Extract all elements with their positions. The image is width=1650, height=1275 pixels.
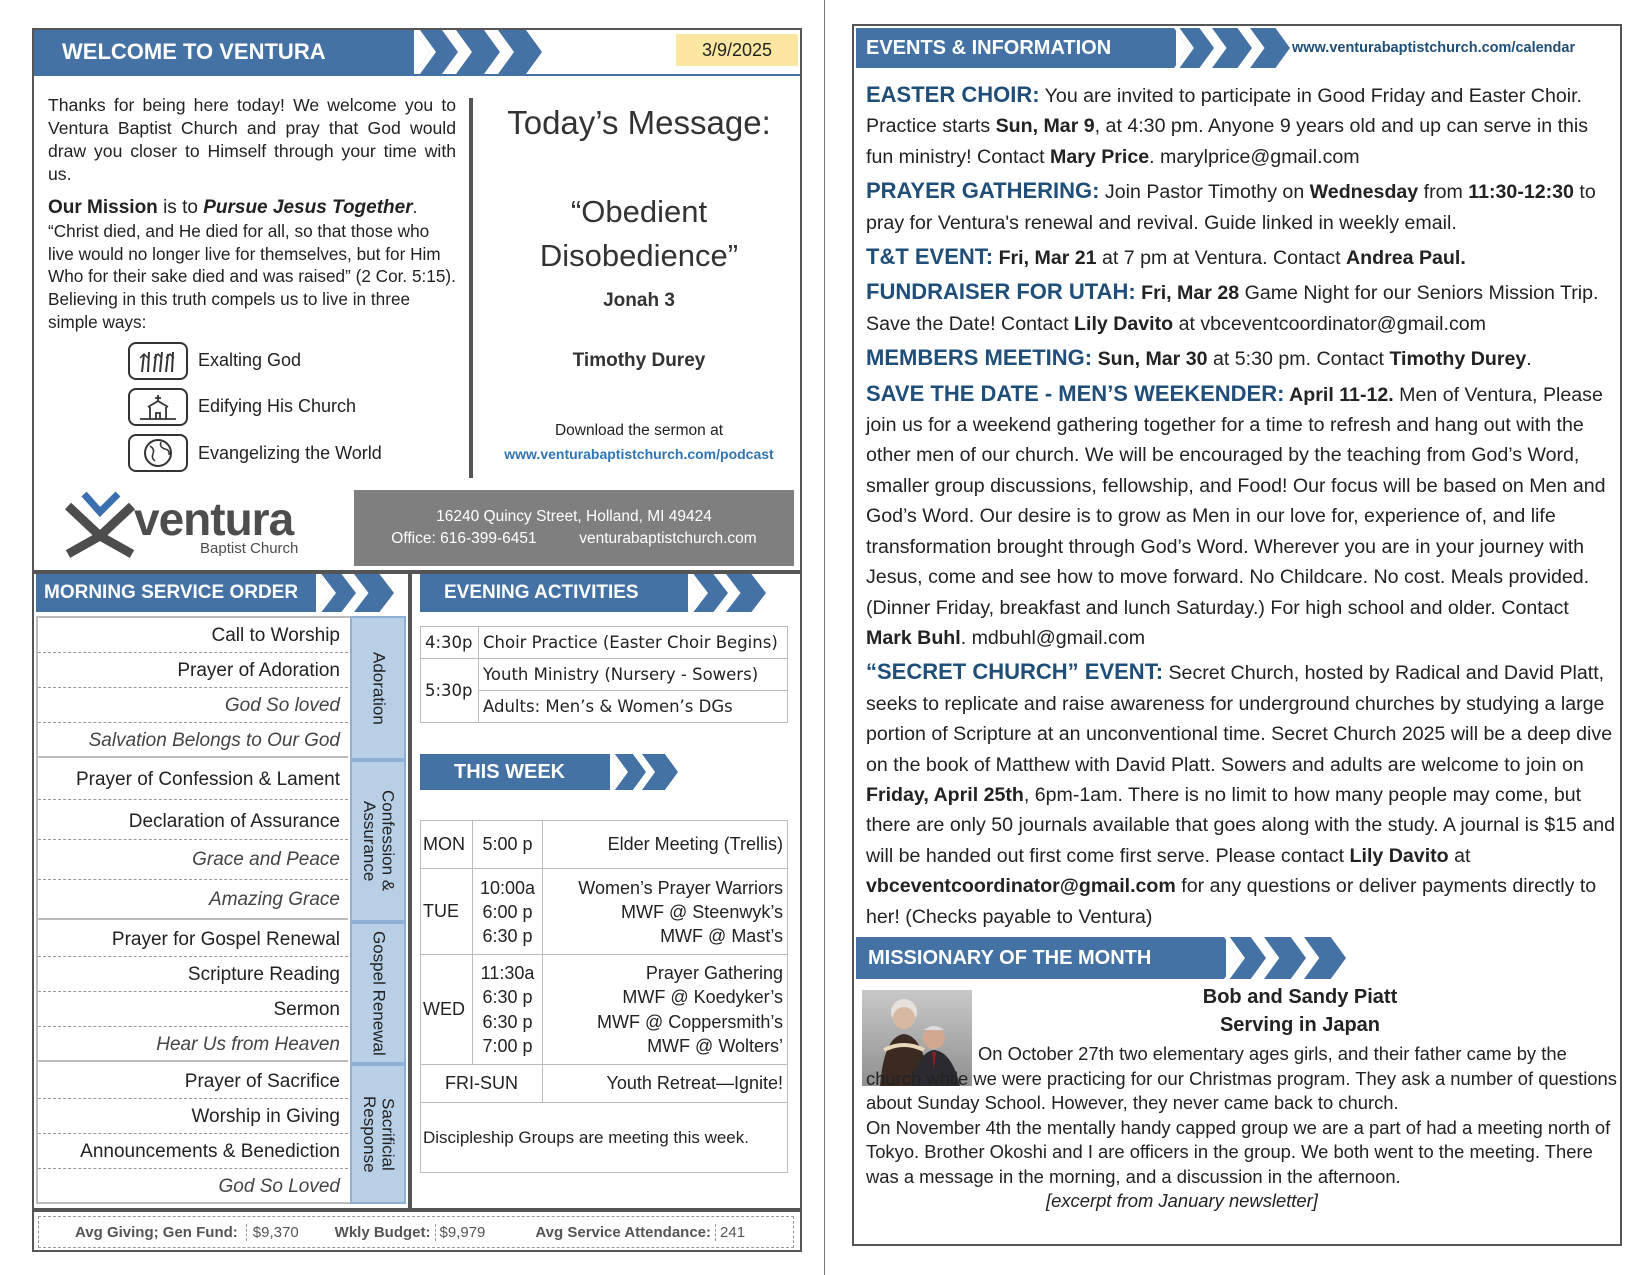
week-event xyxy=(543,869,788,955)
week-time-line: 6:30 p xyxy=(482,987,533,1007)
service-song: God So Loved xyxy=(218,1176,340,1197)
missionary-location: Serving in Japan xyxy=(1219,1014,1381,1036)
section-label-adoration: Adoration xyxy=(350,616,406,760)
chevron-right-icon xyxy=(1250,28,1290,68)
week-event xyxy=(543,821,788,869)
chevron-right-icon xyxy=(354,574,394,612)
missionary-excerpt: [excerpt from January newsletter] xyxy=(1046,1190,1318,1211)
hands-raised-icon xyxy=(128,342,188,380)
event-bold: Lily Davito xyxy=(1074,312,1174,335)
events-banner xyxy=(856,28,1266,68)
service-song: Amazing Grace xyxy=(209,889,340,910)
mission-label: Our Mission xyxy=(48,197,158,218)
event-bold: Sun, Mar 30 xyxy=(1092,348,1208,371)
office-phone: Office: 616-399-6451 xyxy=(391,530,537,547)
week-event-line: Elder Meeting (Trellis) xyxy=(607,834,783,854)
this-week-banner xyxy=(420,754,670,790)
week-time-line: 5:00 p xyxy=(482,834,533,854)
week-time-line: 6:00 p xyxy=(482,901,533,922)
ventura-logo-mark xyxy=(62,490,140,560)
service-item: Prayer of Sacrifice xyxy=(38,1064,348,1099)
event-text: from xyxy=(1418,181,1469,204)
message-divider xyxy=(469,98,473,478)
event-text: at 7 pm at Ventura. Contact xyxy=(1096,247,1346,270)
column-divider xyxy=(408,572,412,1208)
table-row xyxy=(421,955,788,1065)
week-event-line: MWF @ Coppersmith’s xyxy=(597,1011,783,1032)
week-day: WED xyxy=(421,955,473,1065)
chevron-right-icon xyxy=(726,574,766,612)
event-bold: vbceventcoordinator@gmail.com xyxy=(866,875,1176,898)
service-song: Grace and Peace xyxy=(38,840,348,880)
section-label-confession: Confession & Assurance xyxy=(350,760,406,922)
service-section xyxy=(38,618,348,758)
download-text: Download the sermon at xyxy=(554,422,723,439)
service-item: Worship in Giving xyxy=(38,1099,348,1134)
podcast-link[interactable]: www.venturabaptistchurch.com/podcast xyxy=(504,446,774,462)
event-text: at 5:30 pm. Contact xyxy=(1207,348,1390,371)
service-section xyxy=(38,1064,348,1204)
table-row xyxy=(421,659,788,691)
week-event-line: MWF @ Mast’s xyxy=(660,925,783,946)
event-heading: SAVE THE DATE - MEN’S WEEKENDER: xyxy=(866,380,1285,406)
stat-value: $9,979 xyxy=(435,1224,486,1241)
mission-text: . “Christ died, and He died for all, so that those who live would no longer live for themselves, but for Him Who for their sake died and was raised” (2 Cor. 5:15). Believing in this truth compels us to live in three simple ways: xyxy=(48,197,456,332)
sermon-scripture: Jonah 3 xyxy=(603,290,675,311)
evening-banner xyxy=(420,574,770,612)
chevron-right-icon xyxy=(1224,937,1266,979)
evening-time: 4:30p xyxy=(421,627,479,659)
page-fold xyxy=(824,0,825,1275)
table-row xyxy=(421,1065,788,1103)
event-text: Game Night for our Seniors Mission Trip. Save the Date! Contact xyxy=(866,282,1599,335)
event-text: at xyxy=(1448,844,1471,867)
missionary-title: MISSIONARY OF THE MONTH xyxy=(856,937,1226,979)
evening-table xyxy=(420,626,788,723)
evening-time: 5:30p xyxy=(421,659,479,723)
this-week-table xyxy=(420,820,788,1173)
event-text: , 6pm-1am. There is no limit to how many people may come, but there are only 50 journals available that goes along with the study. A journal is $15 and will be handed out first come first serve. Please contact xyxy=(866,783,1616,867)
stat-value: $9,370 xyxy=(246,1224,299,1241)
church-website[interactable]: venturabaptistchurch.com xyxy=(579,530,757,547)
logo-wordmark: ventura xyxy=(134,493,294,545)
event-bold: Mark Buhl xyxy=(866,626,961,649)
event-bold: April 11-12. xyxy=(1284,383,1394,406)
week-time-line: 10:00a xyxy=(479,877,536,898)
welcome-banner xyxy=(34,30,534,74)
chevron-right-icon xyxy=(610,754,646,790)
missionary-names: Bob and Sandy Piatt xyxy=(1202,986,1398,1008)
date-badge: 3/9/2025 xyxy=(676,34,798,66)
event-bold: Fri, Mar 21 xyxy=(993,247,1097,270)
service-item: Prayer of Confession & Lament xyxy=(38,760,348,800)
week-event-line: Youth Retreat—Ignite! xyxy=(606,1073,783,1093)
week-event xyxy=(543,955,788,1065)
service-song: Hear Us from Heaven xyxy=(156,1034,340,1055)
chevron-right-icon xyxy=(1174,28,1214,68)
service-song: God So loved xyxy=(38,688,348,723)
week-time-line: 6:30 p xyxy=(482,1011,533,1032)
event-text: . mdbuhl@gmail.com xyxy=(960,626,1146,649)
chevron-right-icon xyxy=(642,754,678,790)
service-item: Prayer for Gospel Renewal xyxy=(38,922,348,957)
mission-statement xyxy=(48,196,456,334)
event-heading: “SECRET CHURCH” EVENT: xyxy=(866,659,1164,685)
event-bold: 11:30-12:30 xyxy=(1468,181,1574,204)
sermon-title xyxy=(484,190,794,278)
stats-bar xyxy=(34,1208,800,1212)
table-row xyxy=(421,869,788,955)
week-time-line: 6:30 p xyxy=(482,925,533,946)
service-song: Salvation Belongs to Our God xyxy=(88,730,340,751)
event-text: Men of Ventura, Please join us for a weekend gathering together for a time to refresh and hang out with the other men of our church. We will be encouraged by the teaching from God’s Word, smaller group discussions, fellowship, and Food! Our focus will be based on Men and God’s Word. Our desire is to grow as Men in our love for, experience of, and life transformation brought through God’s Word. Wherever you are in your journey with Jesus, come and see how to move forward. No Childcare. No cost. Meals provided. (Dinner Friday, breakfast and lunch Saturday.) For high school and older. Contact xyxy=(866,383,1606,619)
event-text: . xyxy=(1526,348,1532,371)
events-body xyxy=(866,80,1616,932)
week-time xyxy=(473,869,543,955)
event-bold: Wednesday xyxy=(1309,181,1419,204)
event-bold: Andrea Paul. xyxy=(1346,247,1466,270)
stat-label: Wkly Budget: xyxy=(334,1223,431,1241)
event-heading: PRAYER GATHERING: xyxy=(866,178,1100,204)
calendar-link[interactable]: www.venturabaptistchurch.com/calendar xyxy=(1292,40,1576,56)
event-bold: Sun, Mar 9 xyxy=(995,115,1095,138)
service-item: Sermon xyxy=(38,992,348,1027)
section-label-sacrificial: Sacrificial Response xyxy=(350,1064,406,1204)
logo-subtitle: Baptist Church xyxy=(200,540,299,557)
events-title: EVENTS & INFORMATION xyxy=(856,28,1176,68)
sermon-title-line: “Obedient xyxy=(570,194,708,229)
missionary-paragraph xyxy=(866,1116,1618,1214)
missionary-banner xyxy=(856,937,1326,979)
chevron-right-icon xyxy=(414,30,458,74)
week-event-line: MWF @ Wolters’ xyxy=(647,1036,783,1056)
chevron-right-icon xyxy=(498,30,542,74)
week-time xyxy=(473,821,543,869)
week-time-line: 11:30a xyxy=(480,962,535,983)
mission-name: Pursue Jesus Together xyxy=(203,197,413,218)
table-row xyxy=(421,821,788,869)
evening-activity: Youth Ministry (Nursery - Sowers) xyxy=(479,659,788,691)
globe-icon xyxy=(128,434,188,472)
stat-value: 241 xyxy=(715,1224,745,1241)
week-event-line: Women’s Prayer Warriors xyxy=(578,877,783,898)
section-label-gospel: Gospel Renewal xyxy=(350,922,406,1064)
event-text: Join Pastor Timothy on xyxy=(1099,181,1310,204)
event-tt xyxy=(866,242,1616,273)
welcome-intro: Thanks for being here today! We welcome you to Ventura Baptist Church and pray that God would draw you closer to Himself through your time with us. xyxy=(48,95,456,184)
way-label: Evangelizing the World xyxy=(198,443,382,463)
service-order-title: MORNING SERVICE ORDER xyxy=(36,574,316,612)
way-label: Exalting God xyxy=(198,350,302,370)
service-item: Call to Worship xyxy=(38,618,348,653)
week-event-line: MWF @ Koedyker’s xyxy=(622,987,783,1007)
church-icon xyxy=(128,388,188,426)
week-event xyxy=(543,1065,788,1103)
missionary-paragraph-text: On November 4th the mentally handy capped group we are a part of had a meeting north of Tokyo. Brother Okoshi and I are officers in the group. We both went to the meeting. There was a message in the morning, and a discussion in the afternoon. xyxy=(866,1116,1611,1187)
chevron-right-icon xyxy=(688,574,728,612)
event-bold: Friday, April 25th xyxy=(866,783,1024,806)
event-text: Secret Church, hosted by Radical and David Platt, seeks to replicate and raise awareness for underground churches by studying a large portion of Scripture at an unconventional time. Secret Church 2025 will be a deep dive on the book of Matthew with David Platt. Sowers and adults are welcome to join on xyxy=(866,662,1613,776)
stats-strip xyxy=(38,1216,794,1248)
week-time-line: 7:00 p xyxy=(482,1036,533,1056)
church-address: 16240 Quincy Street, Holland, MI 49424 xyxy=(436,508,712,525)
message-heading: Today’s Message: xyxy=(507,104,771,141)
event-bold: Fri, Mar 28 xyxy=(1135,282,1240,305)
evening-activity: Choir Practice (Easter Choir Begins) xyxy=(479,627,788,659)
service-item: Scripture Reading xyxy=(38,957,348,992)
chevron-right-icon xyxy=(1264,937,1306,979)
way-label: Edifying His Church xyxy=(198,396,357,416)
sermon-speaker: Timothy Durey xyxy=(572,350,706,371)
week-time xyxy=(473,955,543,1065)
week-event-line: MWF @ Steenwyk’s xyxy=(621,901,783,922)
week-event-line: Prayer Gathering xyxy=(645,962,783,983)
event-heading: FUNDRAISER FOR UTAH: xyxy=(866,279,1136,305)
stat-label: Avg Service Attendance: xyxy=(535,1223,712,1241)
week-day: MON xyxy=(421,821,473,869)
mission-is: is to xyxy=(157,197,204,218)
stat-label: Avg Giving; Gen Fund: xyxy=(75,1223,238,1241)
event-text: , at 4:30 pm. Anyone 9 years old and up can serve in this fun ministry! Contact xyxy=(866,115,1589,168)
event-heading: T&T EVENT: xyxy=(866,244,994,270)
service-item: Prayer of Adoration xyxy=(38,653,348,688)
service-item: Announcements & Benediction xyxy=(38,1134,348,1169)
event-text: at vbceventcoordinator@gmail.com xyxy=(1173,312,1486,335)
event-prayer xyxy=(866,176,1616,238)
service-order-banner xyxy=(36,574,406,612)
evening-title: EVENING ACTIVITIES xyxy=(420,574,688,612)
chevron-right-icon xyxy=(1212,28,1252,68)
table-row xyxy=(421,1103,788,1173)
evening-activity: Adults: Men’s & Women’s DGs xyxy=(479,691,788,723)
event-secret-church xyxy=(866,657,1616,932)
event-bold: Timothy Durey xyxy=(1389,348,1527,371)
service-item: Declaration of Assurance xyxy=(38,800,348,840)
banner-underline xyxy=(34,74,800,76)
event-heading: MEMBERS MEETING: xyxy=(866,345,1093,371)
chevron-right-icon xyxy=(456,30,500,74)
event-mens-weekender xyxy=(866,379,1616,654)
week-day: TUE xyxy=(421,869,473,955)
event-text: . marylprice@gmail.com xyxy=(1149,145,1360,168)
service-section xyxy=(38,760,348,920)
event-text: to pray for Ventura's renewal and revival. Guide linked in weekly email. xyxy=(866,181,1596,234)
event-heading: EASTER CHOIR: xyxy=(866,82,1040,107)
chevron-right-icon xyxy=(316,574,356,612)
event-text: for any questions or deliver payments directly to her! (Checks payable to Ventura) xyxy=(866,875,1597,928)
chevron-right-icon xyxy=(1304,937,1346,979)
missionary-letter xyxy=(866,1042,1618,1214)
event-bold: Lily Davito xyxy=(1349,844,1449,867)
table-row xyxy=(421,627,788,659)
missionary-paragraph: On October 27th two elementary ages girls, and their father came by the church while we were practicing for our Christmas program. They ask a number of questions about Sunday School. However, they never came back to church. xyxy=(866,1043,1617,1113)
service-section xyxy=(38,922,348,1062)
event-text: You are invited to participate in Good Friday and Easter Choir. Practice starts xyxy=(866,85,1582,138)
week-note: Discipleship Groups are meeting this week. xyxy=(421,1103,788,1173)
contact-box xyxy=(354,490,794,566)
week-day: FRI-SUN xyxy=(421,1065,543,1103)
event-members xyxy=(866,343,1616,374)
event-easter xyxy=(866,80,1616,172)
this-week-title: THIS WEEK xyxy=(420,754,610,790)
event-bold: Mary Price xyxy=(1050,145,1150,168)
event-fundraiser xyxy=(866,277,1616,339)
sermon-title-line: Disobedience” xyxy=(539,238,739,273)
welcome-title: WELCOME TO VENTURA xyxy=(34,30,414,74)
